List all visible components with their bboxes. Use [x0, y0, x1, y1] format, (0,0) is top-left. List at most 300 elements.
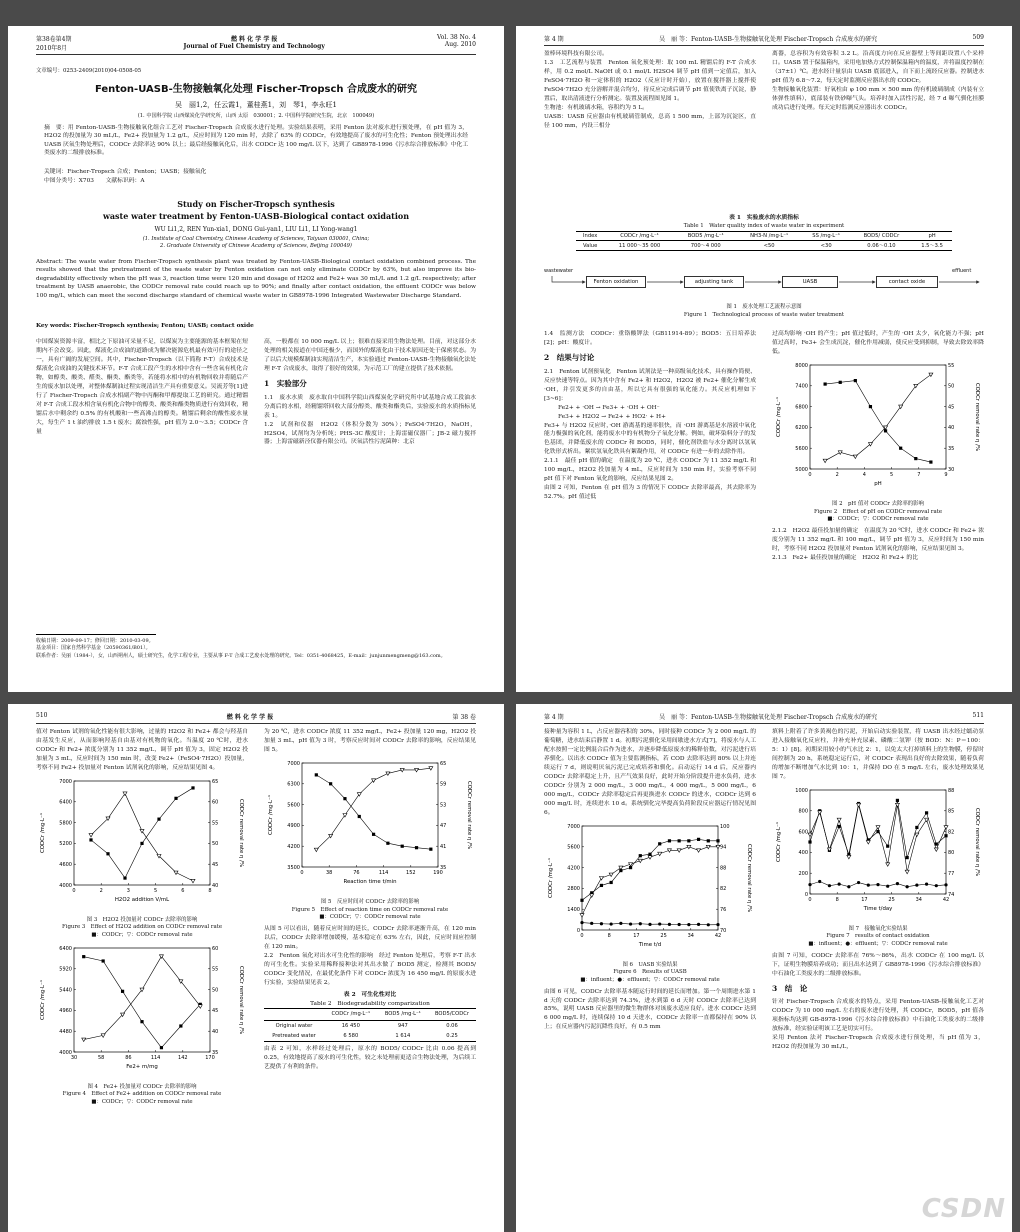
volume-label: 第 38 卷 — [452, 714, 476, 721]
fig3-legend: ■：CODCr；▽：CODCr removal rate — [91, 932, 193, 939]
data-point-square — [944, 834, 947, 837]
data-point-square — [191, 786, 194, 789]
data-point-triangle — [191, 879, 195, 883]
abstract-cn: 摘 要：用 Fenton-UASB-生物接触氧化组合工艺对 Fischer-Tropsch 合成废水进行处理。实验结果表明，采用 Fenton 法对废水进行预处理，在 pH 值为 3，H2O2 的投加量为 30 mL/L，Fe2+ 投加量为 1.2 g/L，反应时间为 120 min 时，去除了 63% 的 CODCr，有效地提高了废水的可生化性；Fenton 预处理出水经 UASB 厌氧生物处理后，CODCr 去除率达 90% 以上；最后经接触氧化后，出水 CODCr 达 100 mg/L 以下，达到了 GB8978-1996《污水综合排放标准》中化工类废水的二级排放标准。 — [44, 125, 468, 157]
table-cell: NH3-N /mg·L⁻¹ — [750, 233, 789, 239]
page-2 — [516, 26, 1012, 692]
data-point-triangle — [599, 876, 603, 880]
y-tick-label: 4960 — [59, 1007, 72, 1014]
data-point-square — [580, 899, 583, 902]
y-axis-label: CODCr /mg·L⁻¹ — [548, 857, 554, 898]
x-tick-label: 152 — [406, 869, 416, 876]
table-cell: 0.06～0.10 — [867, 243, 896, 249]
data-point-circle — [629, 922, 632, 925]
table-cell: pH — [928, 233, 936, 239]
data-point-square — [121, 989, 124, 992]
x-tick-label: 8 — [835, 896, 839, 903]
table-cell: Pretreated water — [272, 1032, 316, 1039]
page-number: 511 — [972, 712, 984, 719]
y2-tick-label: 35 — [212, 1049, 219, 1056]
table-cell: 0.06 — [446, 1022, 458, 1029]
fig2-caption-cn: 图 2 pH 值对 CODCr 去除率的影响 — [832, 500, 924, 507]
data-point-circle — [580, 921, 583, 924]
data-point-square — [914, 457, 917, 460]
y-tick-label: 5000 — [795, 466, 808, 473]
data-point-square — [929, 460, 932, 463]
section-2-heading: 2 结果与讨论 — [544, 352, 595, 362]
fig5-legend: ■：CODCr；▽：CODCr removal rate — [319, 914, 421, 921]
left-column-top — [544, 50, 756, 131]
data-point-triangle — [697, 849, 701, 853]
x-axis-label: Reaction time t/min — [343, 878, 397, 885]
x-axis-label: H2O2 addition V/mL — [114, 896, 170, 903]
x-tick-label: 17 — [633, 932, 640, 939]
y2-tick-label: 50 — [212, 841, 219, 848]
y2-tick-label: 77 — [948, 870, 955, 877]
data-point-circle — [876, 883, 879, 886]
running-header — [36, 712, 476, 724]
y2-tick-label: 55 — [948, 362, 955, 369]
section-1-2: 1.2 试剂和仪器 H2O2（体积分数为 30%）；FeSO4·7H2O，NaOH，H2SO4，试剂均为分析纯；PHS-3C 酸度计；上海雷磁仪器厂；JB-2 磁力搅拌器；上海雷磁新泾仪器有限公司。厌氧活性污泥菌种：北京 — [264, 421, 476, 446]
fig1-caption-cn: 图 1 废水处理工艺流程示意图 — [726, 304, 802, 310]
data-point-triangle — [343, 813, 347, 817]
x-tick-label: 42 — [942, 896, 950, 903]
section-2-1-2: 2.1.2 H2O2 最佳投加量的确定 在温度为 20 ℃时，进水 CODCr 和 Fe2+ 浓度分别为 11 352 mg/L 和 100 mg/L，调节 pH 值为 3，反应时间为 150 min 时，考察不同 H2O2 投加量对 Fenton 试剂氧化的影响，反应结果见图 3。 — [772, 527, 984, 552]
data-point-circle — [590, 922, 593, 925]
data-point-square — [415, 846, 418, 849]
y2-tick-label: 76 — [720, 906, 727, 913]
table-cell: Index — [583, 233, 598, 239]
x-tick-label: 0 — [72, 887, 76, 894]
intro-continuation: 高，一般都在 10 000 mg/L 以上；很难直接采用生物法处理。目前，对这部分水处理的相关报道在中国还极少，而国外的煤液化由于技术原因还处于保密状态。为了以后大规模煤制油实现清洁生产，本实验通过 Fenton-UASB-生物接触氧化法处理 F-T 合成废水，取得了很好的效果，为示范工厂的建立提供了技术依据。 — [264, 339, 476, 372]
y2-tick-label: 45 — [948, 404, 955, 411]
y-tick-label: 200 — [798, 870, 808, 877]
intro-left-column: 中国煤炭资源丰富，相比之下原油可采量不足，以煤炭为主要能源的基本框架在短期内不会改变。因此，煤液化合成油的道路成为解决能源危机最有效可行的途径之一，具有广阔的发展空间。其中，Fischer-Tropsch（以下简称 F-T）合成技术是煤液化合成油的关键技术环节。F-T 合成工段产生的水相中含有一些含氧有机化合物，如醇类、酸类、醛类、酮类、酯类等，若能将水相中的有机物回收并将随后产生的废水加以处理，对整体煤制油过程实现清洁生产具有重要意义。吴流芳等[1]进行了 Fischer-Tropsch 合成水相副产物中丙酮和甲醇提取工艺的研究。通过精馏对 F-T 合成工段水相含氧有机化合物中的醇类、酸类和酯类物质进行有效回收，精馏后水中剩余约 0.5% 的有机酸和一些高沸点的醇类。精馏后剩余的酸性废水量大，每生产 1 t 油约排放 1.5 t 废水；腐蚀性强，pH 值为 2.0～3.5；CODCr 含量 — [36, 339, 248, 435]
conclusion-text: 针对 Fischer-Tropsch 合成废水的特点，采用 Fenton-UASB-接触氧化工艺对 CODCr 为 10 000 mg/L 左右的废水进行处理，其 CODCr，BOD5，pH 值各项指标均达到 GB-8978-1996《污水综合排放标准》中石油化工类废水的二级排放标准，经实验证明该工艺是切实可行。 采用 Fenton 法对 Fischer-Tropsch 合成废水进行预处理，当 pH 值为 3，H2O2 的投加量为 30 mL/L， — [772, 999, 984, 1051]
x-tick-label: 5 — [154, 887, 158, 894]
data-point-triangle — [876, 826, 880, 830]
x-axis-label: Time t/day — [863, 905, 893, 912]
y-tick-label: 4600 — [59, 861, 72, 868]
table-cell: 0.25 — [446, 1032, 458, 1039]
data-point-circle — [847, 885, 850, 888]
y-tick-label: 3500 — [287, 864, 300, 871]
y-tick-label: 4000 — [59, 882, 72, 889]
x-tick-label: 0 — [808, 471, 812, 478]
data-point-circle — [935, 884, 938, 887]
data-point-circle — [896, 882, 899, 885]
table-cell: 1 614 — [395, 1032, 411, 1039]
data-point-triangle — [357, 793, 361, 797]
data-point-square — [658, 842, 661, 845]
table-cell — [264, 1009, 324, 1020]
page-4 — [516, 704, 1012, 1232]
data-point-square — [179, 1024, 182, 1027]
y2-tick-label: 45 — [212, 861, 219, 868]
footnote-received: 收稿日期：2009-09-17；修回日期：2010-03-09。 — [36, 638, 154, 644]
supplier-text: 盈棒环境科技有限公司。 — [544, 51, 608, 57]
y2-tick-label: 60 — [212, 945, 219, 952]
y2-tick-label: 40 — [212, 882, 219, 889]
data-point-circle — [867, 883, 870, 886]
y2-tick-label: 82 — [948, 829, 955, 836]
flow-node-adjusting-tank: adjusting tank — [684, 276, 744, 288]
page-number: 509 — [972, 34, 984, 41]
fig3-caption-en: Figure 3 Effect of H2O2 addition on CODCr removal rate — [61, 924, 223, 931]
issue-label: 第 4 期 — [544, 714, 564, 721]
data-point-circle — [886, 885, 889, 888]
y-tick-label: 8000 — [795, 362, 808, 369]
figure-7-chart — [772, 782, 984, 922]
data-point-circle — [668, 923, 671, 926]
footnote-funding: 基金项目：国家自然科学基金（20590361/B01）。 — [36, 645, 151, 652]
x-tick-label: 25 — [888, 896, 895, 903]
fig5-caption-cn: 图 5 反应时间对 CODCr 去除率的影响 — [320, 898, 420, 905]
fig6-caption-cn: 图 6 UASB 实验结果 — [622, 961, 678, 968]
data-point-triangle — [823, 459, 827, 463]
y2-tick-label: 55 — [212, 966, 219, 973]
data-point-square — [808, 840, 811, 843]
y-tick-label: 6800 — [795, 404, 808, 411]
x-tick-label: 0 — [580, 932, 584, 939]
data-point-triangle — [198, 1004, 202, 1008]
figure-3-caption — [36, 917, 248, 940]
volume-info: Vol. 38 No. 4 Aug. 2010 — [436, 34, 476, 48]
x-tick-label: 8 — [208, 887, 212, 894]
y2-tick-label: 47 — [440, 823, 447, 830]
flow-input-label: wastewater — [544, 268, 574, 274]
y-tick-label: 2800 — [567, 886, 580, 893]
y2-tick-label: 74 — [948, 891, 955, 898]
y-tick-label: 4000 — [59, 1049, 72, 1056]
flow-node-fenton: Fenton oxidation — [586, 276, 646, 288]
data-point-circle — [639, 922, 642, 925]
fig6-legend: ■：influent；●：effluent；▽：CODCr removal rate — [580, 976, 720, 983]
data-point-triangle — [925, 818, 929, 822]
data-point-square — [854, 379, 857, 382]
x-tick-label: 114 — [378, 869, 389, 876]
x-axis-label: Time t/d — [638, 941, 662, 948]
x-tick-label: 3 — [126, 887, 130, 894]
y-tick-label: 7000 — [287, 760, 300, 767]
y2-axis-label: CODCr removal rate η /% — [238, 965, 244, 1034]
authors-cn: 吴 丽1,2，任云霞1，董桂燕1，刘 琴1，李永旺1 — [175, 101, 337, 109]
x-tick-label: 190 — [433, 869, 443, 876]
left-column — [36, 728, 248, 1106]
data-point-triangle — [818, 811, 822, 815]
y2-tick-label: 60 — [212, 799, 219, 806]
data-point-triangle — [89, 834, 93, 838]
running-header — [544, 34, 984, 46]
flow-arrows — [544, 262, 984, 302]
series-line-codcr-removal-rate — [825, 375, 931, 461]
data-point-triangle — [847, 855, 851, 859]
y-tick-label: 4200 — [287, 843, 300, 850]
y2-axis-label: CODCr removal rate η /% — [466, 780, 472, 850]
y-tick-label: 6200 — [795, 425, 808, 432]
figure-4-chart — [36, 940, 248, 1080]
x-axis-label: Fe2+ m/mg — [126, 1063, 158, 1070]
y-tick-label: 5440 — [59, 986, 72, 993]
data-point-triangle — [866, 840, 870, 844]
data-point-triangle — [934, 848, 938, 852]
y2-tick-label: 65 — [440, 760, 447, 767]
data-point-circle — [906, 885, 909, 888]
footnotes — [36, 638, 476, 660]
contact-oxidation-discussion: 由图 7 可知，CODCr 去除率在 76%～86%，出水 CODCr 在 100 mg/L 以下，证明生物膜培养成功；而且出水达到了 GB8978-1996《污水综合排放标准》中石油化工类废水的二级排放标准。 — [772, 952, 984, 977]
data-point-square — [386, 842, 389, 845]
x-tick-label: 86 — [125, 1054, 132, 1061]
table1-title-en: Table 1 Water quality index of waste water in experiment — [683, 223, 845, 229]
y-tick-label: 400 — [798, 850, 808, 857]
data-point-square — [906, 856, 909, 859]
right-column-top: 离器，总容积为有效容积 3.2 L。沿高度方向在反应器壁上等间距设置八个采样口。UASB 置于保温箱内，采用电加热方式控制保温箱内的温度，并将温度控制在（37±1）℃。进水经计量泵由 UASB 底部进入，自下而上流经反应器。控制进水 pH 值为 6.8～7.2，每天定时监测反应器出水的 CODCr。 生物接触氧化装置：好氧柱由 φ 100 mm × 500 mm 的有机玻璃制成（内装有立体弹性填料），底部装有铁砂曝气头。培养时加入活性污泥，经 7 d 曝气驯化挂膜成功后进行处理。每天定时监测反应器出水 CODCr。 — [772, 51, 984, 111]
right-column — [772, 728, 984, 1052]
table-cell: SS /mg·L⁻¹ — [812, 233, 840, 239]
running-title: 吴 丽 等：Fenton-UASB-生物接触氧化处理 Fischer-Tropsch 合成废水的研究 — [659, 36, 878, 43]
figure-2-caption — [772, 501, 984, 524]
fig2-caption-en: Figure 2 Effect of pH on CODCr removal rate — [813, 508, 943, 515]
x-tick-label: 9 — [944, 471, 948, 478]
x-tick-label: 0 — [808, 896, 812, 903]
page-3 — [8, 704, 504, 1232]
flow-node-contact-oxide: contact oxide — [876, 276, 938, 288]
data-point-triangle — [915, 833, 919, 837]
y2-axis-label: CODCr removal rate η /% — [974, 807, 980, 877]
authors-en: WU Li1,2, REN Yun-xia1, DONG Gui-yan1, LIU Li1, LI Yong-wang1 — [154, 226, 358, 233]
series-line-codcr-removal-rate — [810, 805, 946, 872]
reaction-time-discussion: 从图 5 可以看出，随着反应时间的延长，CODCr 去除率逐渐升高，在 120 min 以后，CODCr 去除率增加缓慢，基本稳定在 63% 左右，因此，反应时间应控制在 120 min。 — [264, 925, 476, 950]
data-point-square — [915, 826, 918, 829]
x-tick-label: 170 — [205, 1054, 215, 1061]
figure-2-chart — [772, 357, 984, 497]
footnote-contact: 联系作者：吴丽（1984-），女，山西朔州人，硕士研究生，化学工程专业，主要从事 F-T 合成工艺废水处理的研究。Tel：0351-4068425，E-mail：junjunmengmeng@163.com。 — [36, 652, 446, 659]
y2-tick-label: 41 — [440, 843, 447, 850]
y-tick-label: 7000 — [567, 823, 580, 830]
abstract-en: Abstract: The waste water from Fischer-Tropsch synthesis plant was treated by Fenton-UASB-Biological contact oxidation combined process. The results showed that the pretreatment of the waste water by Fenton oxidation can not only eliminate CODCr by 63%, but also improve its bio-degradability effectively when the pH was 3, reaction time were 120 min and dosage of H2O2 and Fe2+ was 30 mL/L and 1.2 g/L respectively; after treatment by UASB anaerobic, the CODCr removal rate could reach up to 90%; and finally after contact oxidation, the effluent CODCr was below 100 mg/L, which can meet the second discharge standard of chemical waste water in GB8978-1996 Integrated Wastewater Discharge Standard. — [36, 259, 476, 299]
x-tick-label: 8 — [607, 932, 611, 939]
journal-name: 燃 料 化 学 学 报 Journal of Fuel Chemistry and Technology — [183, 36, 325, 50]
plot-frame — [74, 948, 210, 1052]
uasb-discussion: 由图 6 可见，CODCr 去除率基本随运行时间的延长而增加。第一个周期进水第 1 d 天的 CODCr 去除率达到 74.3%，进水到第 6 d 天时 CODCr 去除率已达到 85%，说明 UASB 反应器里的微生物群体对该废水适应良好。进水 CODCr 达到 6 000 mg/L 时，连续保持 10 d 天进水，CODCr 去除率一直都保持在 90% 以上；在反应器内污泥沉降性良好，有 0.5 mm — [544, 988, 756, 1031]
reaction-time-text: 为 20 ℃，进水 CODCr 浓度 11 352 mg/L，Fe2+ 投加量 120 mg，H2O2 投加量 3 mL，pH 值为 3 时，考察反应时间对 CODCr 去除率的影响，反应结果见图 5。 — [264, 729, 476, 753]
y2-tick-label: 82 — [720, 886, 727, 893]
y-axis-label: CODCr /mg·L⁻¹ — [776, 396, 782, 437]
section-2-1-1: 2.1.1 最佳 pH 值的确定 在温度为 20 ℃，进水 CODCr 为 11 352 mg/L 和 100 mg/L，H2O2 投加量为 4 mL，反应时间为 150 min 时，实验考察不同 pH 值下对 Fenton 氧化的影响，反应结果见图 2。 由图 2 可知，Fenton 在 pH 值为 3 的情况下 CODCr 去除率最高，其去除率为 52.7%。pH 值过低 — [544, 458, 756, 501]
left-column-bottom — [544, 330, 756, 502]
series-line-codcr — [825, 381, 931, 462]
data-point-square — [678, 839, 681, 842]
y2-tick-label: 94 — [720, 844, 727, 851]
flow-diagram — [544, 262, 984, 302]
y-tick-label: 0 — [576, 927, 580, 934]
data-point-triangle — [580, 913, 584, 917]
section-1-4: 1.4 监测方法 CODCr：重铬酸钾法（GB11914-89）；BOD5：五日培养法[2]；pH：酸度计。 — [544, 331, 756, 346]
y2-tick-label: 45 — [212, 1007, 219, 1014]
right-column-bottom — [772, 330, 984, 563]
x-tick-label: 7 — [917, 471, 921, 478]
keywords-cn: 关键词：Fischer-Tropsch 合成；Fenton；UASB；接触氧化 — [44, 169, 207, 175]
y-tick-label: 0 — [804, 891, 808, 898]
table-cell: 1.5～3.5 — [921, 243, 943, 249]
data-point-triangle — [853, 455, 857, 459]
y2-tick-label: 65 — [212, 778, 219, 785]
x-tick-label: 17 — [861, 896, 868, 903]
y-tick-label: 600 — [798, 829, 808, 836]
y2-tick-label: 88 — [948, 787, 955, 794]
data-point-square — [102, 959, 105, 962]
figure-6-chart — [544, 818, 756, 958]
x-tick-label: 42 — [714, 932, 722, 939]
series-line-codcr-removal-rate — [91, 793, 193, 880]
y-tick-label: 6400 — [59, 945, 72, 952]
y-tick-label: 5600 — [795, 445, 808, 452]
data-point-square — [174, 797, 177, 800]
y-tick-label: 6300 — [287, 781, 300, 788]
data-point-triangle — [174, 871, 178, 875]
x-tick-label: 142 — [178, 1054, 188, 1061]
y2-tick-label: 50 — [948, 383, 955, 390]
y2-tick-label: 55 — [212, 820, 219, 827]
y2-tick-label: 80 — [948, 850, 955, 857]
equation-1: Fe2+ + ·OH → Fe3+ + ·OH + OH⁻ — [558, 404, 660, 411]
table-cell: 947 — [397, 1022, 408, 1029]
fig6-caption-en: Figure 6 Results of UASB — [613, 969, 687, 976]
data-point-circle — [915, 883, 918, 886]
affiliation-en: (1. Institute of Coal Chemistry, Chinese Academy of Sciences, Taiyuan 030001, China; 2. Graduate University of Chinese Academy of Sciences, Beijing 100049) — [142, 236, 370, 250]
fig4-caption-en: Figure 4 Effect of Fe2+ addition on CODCr removal rate — [62, 1091, 222, 1098]
uasb-startup-text: 接种量为容积 1 L，占反应器容积的 30%，同时接种 CODCr 为 2 000 mg/L 的葡萄糖，进水结束后静置 1 d。初期污泥驯化采用间歇进水方式[7]，将废水与人工配水按照一定比例混合后作为进水，并逐步降低原废水的稀释倍数，对污泥进行培养驯化。以出水 CODCr 值为主要监测指标，若 COD 去除率达到 80% 以上并连续运行 7 d，则说明厌氧污泥已完成培养和驯化。启动运行 14 d 后，反应器内 CODCr 去除率稳定上升，且产气效果良好，此时开始分阶段提升进水负荷，进水 CODCr 分别为 2 000 mg/L，3 000 mg/L，4 000 mg/L，5 000 mg/L，6 000 mg/L，CODCr 去除率稳定后再更换进水 CODCr 的进水，CODCr 达到 6 000 mg/L 时，连续进水 10 d。系统驯化完毕提高负荷阶段反应器运行情况见图 6。 — [544, 729, 756, 816]
x-tick-label: 114 — [150, 1054, 161, 1061]
fig5-caption-en: Figure 5 Effect of reaction time on CODCr removal rate — [291, 906, 449, 913]
y2-tick-label: 40 — [948, 425, 955, 432]
equation-2: Fe3+ + H2O2 → Fe2+ + HO2· + H+ — [558, 413, 666, 420]
reactor-description: 生物池：有机玻璃水箱，容积约为 5 L。 UASB：UASB 反应器由有机玻璃管制成，总高 1 500 mm，上部为沉淀区，直径 100 mm，内设三相分 — [544, 104, 756, 129]
affiliation-cn: (1. 中国科学院 山西煤炭化学研究所，山西 太原 030001；2. 中国科学院研究生院，北京 100049) — [137, 113, 375, 119]
section-1-1: 1.1 废水水质 废水取自中国科学院山西煤炭化学研究所中试基地合成工段油水分离后的水相，经精馏塔回收大部分醇类、酸类和酯类后，实验废水的水质指标见表 1。 — [264, 394, 476, 419]
watermark: CSDN — [921, 1194, 1006, 1224]
data-point-square — [429, 848, 432, 851]
data-point-square — [869, 405, 872, 408]
data-point-circle — [697, 923, 700, 926]
table2 — [264, 1008, 476, 1041]
x-tick-label: 34 — [687, 932, 694, 939]
data-point-triangle — [123, 792, 127, 796]
right-column — [264, 728, 476, 1072]
fig7-caption-cn: 图 7 接触氧化实验结果 — [848, 925, 908, 932]
series-line-codcr-removal-rate — [84, 956, 201, 1039]
page-1 — [8, 26, 504, 692]
y-axis-label: CODCr /mg·L⁻¹ — [40, 979, 46, 1020]
data-point-square — [140, 842, 143, 845]
fig4-legend: ■：CODCr；▽：CODCr removal rate — [91, 1098, 193, 1105]
x-tick-label: 2 — [835, 471, 839, 478]
fig7-caption-en: Figure 7 results of contact oxidation — [826, 933, 930, 940]
plot-frame — [810, 365, 946, 469]
data-point-circle — [857, 881, 860, 884]
y-tick-label: 4480 — [59, 1028, 72, 1035]
section-2-1: 2.1 Fenton 试剂预氧化 Fenton 试剂法是一种高级氧化技术，具有操作简便、反应快速等特点。因为其中含有 Fe2+ 和 H2O2，H2O2 被 Fe2+ 催化分解生成 ·OH，并引发更多的自由基，所以它具有很强的氧化能力。其反应机理如下[3~6]： — [544, 368, 756, 402]
fig1-caption-en: Figure 1 Technological process of waste water treatment — [683, 311, 845, 318]
y-axis-label: CODCr /mg·L⁻¹ — [776, 821, 782, 862]
y-tick-label: 5200 — [59, 841, 72, 848]
data-point-triangle — [929, 373, 933, 377]
data-point-circle — [648, 923, 651, 926]
data-point-triangle — [886, 863, 890, 867]
data-point-square — [838, 825, 841, 828]
table-cell: <30 — [820, 242, 832, 249]
data-point-square — [343, 797, 346, 800]
data-point-square — [925, 811, 928, 814]
data-point-circle — [658, 922, 661, 925]
data-point-circle — [619, 922, 622, 925]
data-point-circle — [828, 884, 831, 887]
x-tick-label: 58 — [98, 1054, 105, 1061]
y-tick-label: 6400 — [59, 799, 72, 806]
data-point-square — [160, 1046, 163, 1049]
data-point-square — [639, 854, 642, 857]
y2-tick-label: 40 — [212, 1028, 219, 1035]
series-line-codcr — [316, 775, 431, 849]
y2-tick-label: 59 — [440, 781, 447, 788]
x-tick-label: 76 — [353, 869, 360, 876]
title-cn: Fenton-UASB-生物接触氧化处理 Fischer-Tropsch 合成废水的研究 — [94, 84, 418, 95]
x-tick-label: 30 — [70, 1054, 78, 1061]
data-point-square — [600, 884, 603, 887]
data-point-square — [82, 955, 85, 958]
flow-output-label: effluent — [952, 268, 972, 274]
data-point-circle — [808, 883, 811, 886]
table-cell: 6 580 — [343, 1032, 359, 1039]
footnote-rule — [36, 634, 156, 635]
table-cell: BOD5 /mg·L⁻¹ — [687, 233, 724, 239]
fig4-caption-cn: 图 4 Fe2+ 投加量对 CODCr 去除率的影响 — [87, 1083, 197, 1090]
flow-node-uasb: UASB — [782, 276, 838, 288]
y-tick-label: 800 — [798, 808, 808, 815]
y-tick-label: 4200 — [567, 865, 580, 872]
journal-name: 燃 料 化 学 学 报 — [226, 714, 274, 721]
data-point-square — [707, 839, 710, 842]
x-tick-label: 4 — [862, 471, 866, 478]
data-point-square — [401, 845, 404, 848]
data-point-circle — [925, 882, 928, 885]
running-header — [544, 712, 984, 724]
y2-tick-label: 88 — [720, 865, 727, 872]
biodegradability-discussion: 由表 2 可知，水样经过处理后，原水的 BOD5/ CODCr 比由 0.06 提高到 0.25，有效地提高了废水的可生化性，较之未处理前更适合生物法处理，为后续工艺提供了有利的条件。 — [264, 1045, 476, 1070]
x-tick-label: 25 — [660, 932, 667, 939]
y2-tick-label: 70 — [720, 927, 727, 934]
y2-tick-label: 35 — [440, 864, 447, 871]
figure-1-caption — [544, 304, 984, 319]
y2-axis-label: CODCr removal rate η /% — [238, 798, 244, 868]
article-number: 文章编号：0253-2409(2010)04-0508-05 — [36, 68, 142, 74]
x-tick-label: 2 — [99, 887, 103, 894]
table-cell: CODCr /mg·L⁻¹ — [331, 1011, 371, 1018]
y-tick-label: 5600 — [567, 844, 580, 851]
x-tick-label: 0 — [300, 869, 304, 876]
y2-axis-label: CODCr removal rate η /% — [746, 843, 752, 912]
data-point-triangle — [386, 772, 390, 776]
y2-tick-label: 30 — [948, 466, 955, 473]
right-column — [264, 338, 476, 447]
table2-title: 表 2 可生化性对比 — [343, 991, 397, 998]
data-point-circle — [707, 923, 710, 926]
data-point-square — [610, 881, 613, 884]
data-point-square — [839, 381, 842, 384]
figure-5-caption — [264, 899, 476, 922]
running-title: 吴 丽 等：Fenton-UASB-生物接触氧化处理 Fischer-Tropsch 合成废水的研究 — [659, 714, 878, 721]
section-2-1-3: 2.1.3 Fe2+ 最佳投加量的确定 H2O2 和 Fe2+ 的比 — [772, 554, 919, 561]
